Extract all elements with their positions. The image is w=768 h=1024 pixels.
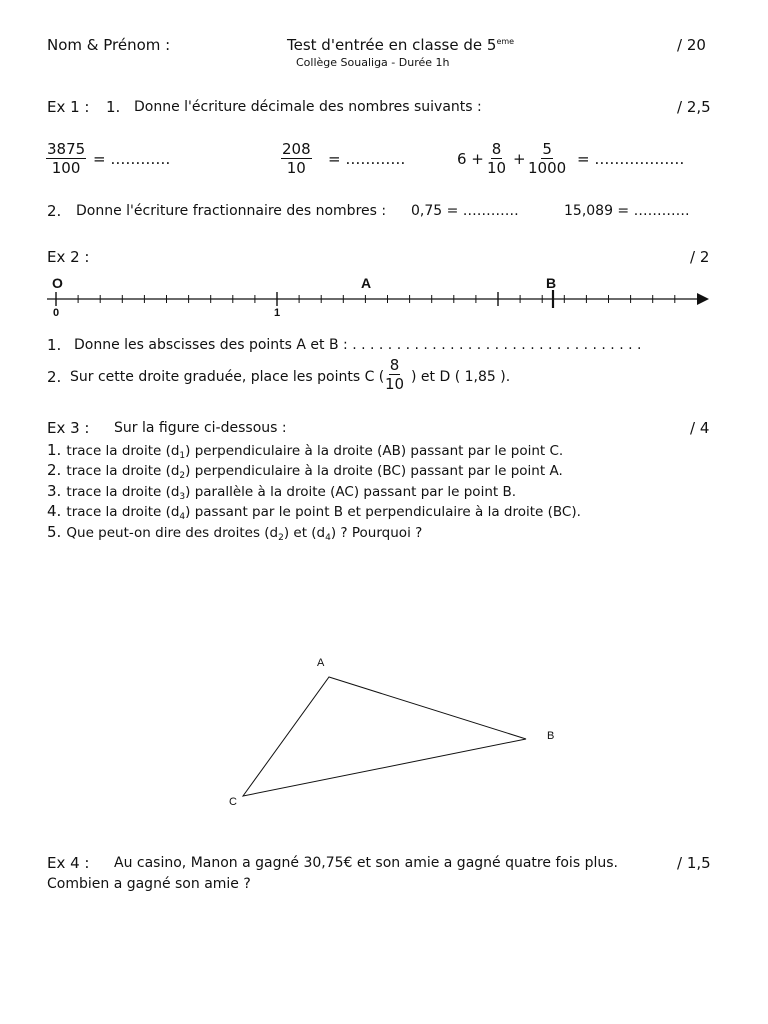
ex2-q2-end: ) et D ( 1,85 ).: [411, 369, 511, 385]
item-number: 5.: [47, 523, 62, 541]
item-sub: 4: [325, 533, 331, 543]
ex2-q2-text: Sur cette droite graduée, place les points C (: [70, 369, 385, 385]
ex3-item: [47, 460, 563, 481]
tick-label-0: 0: [53, 307, 60, 319]
item-number: 2.: [47, 461, 62, 479]
ex1-q1-text: Donne l'écriture décimale des nombres suivants :: [134, 99, 482, 115]
fraction-8-10: [487, 140, 506, 177]
ex1-q2-number: 2.: [47, 202, 62, 220]
fraction-3875-100: [46, 140, 86, 177]
ex1-score: / 2,5: [677, 98, 711, 116]
fraction-numerator: 208: [282, 140, 311, 158]
ex3-item: [47, 481, 516, 502]
point-b-label: B: [546, 275, 557, 291]
item-text: [66, 525, 422, 541]
item-text-a: Que peut-on dire des droites (d: [66, 525, 279, 541]
item-text-a: trace la droite (d: [66, 484, 180, 500]
item-text-b: ) perpendiculaire à la droite (BC) passant par le point A.: [185, 463, 563, 479]
ex4-text: Au casino, Manon a gagné 30,75€ et son amie a gagné quatre fois plus.: [114, 855, 618, 871]
fraction-numerator: 3875: [47, 140, 86, 158]
item-number: 4.: [47, 502, 62, 520]
fraction-denominator: 10: [385, 375, 405, 393]
ex4-label: Ex 4 :: [47, 854, 90, 872]
fraction-denominator: 1000: [528, 159, 567, 177]
ex3-item: [47, 440, 563, 461]
item-text-a: trace la droite (d: [66, 504, 180, 520]
ex4-score: / 1,5: [677, 854, 711, 872]
title-sup: eme: [496, 37, 515, 46]
title-text: Test d'entrée en classe de 5: [287, 36, 497, 54]
item-sub: 4: [179, 512, 186, 522]
fraction-denominator: 10: [487, 159, 507, 177]
item-text-a: trace la droite (d: [66, 443, 180, 459]
ex1-q1-number: 1.: [106, 98, 121, 116]
ex2-q1-text: Donne les abscisses des points A et B : . . . . . . . . . . . . . . . . . . . . . . . . . . . . . . . . .: [74, 337, 642, 353]
item-text-b: ) et (d: [283, 525, 326, 541]
item-sub: 1: [179, 451, 186, 461]
fraction-numerator: 8: [491, 140, 502, 158]
fraction-point-c: [385, 356, 404, 393]
fraction-numerator: 8: [389, 356, 400, 374]
ex1-q2-a: 0,75 = …………: [411, 203, 519, 219]
tick-label-1: 1: [274, 307, 281, 319]
point-a-label: A: [361, 275, 372, 291]
fraction-numerator: 5: [542, 140, 552, 158]
ex3-item: [47, 501, 581, 522]
ex2-score: / 2: [690, 248, 710, 266]
item-sub: 2: [179, 471, 186, 481]
item-text-b: ) parallèle à la droite (AC) passant par le point B.: [185, 484, 517, 500]
fraction-5-1000: [528, 140, 566, 177]
ex3-label: Ex 3 :: [47, 419, 90, 437]
fraction-208-10: [281, 140, 312, 177]
item-number: 1.: [47, 441, 62, 459]
page-title: [287, 36, 514, 54]
triangle-figure: [0, 640, 768, 820]
ex2-q2-number: 2.: [47, 368, 62, 386]
item-sub: 3: [179, 492, 186, 502]
ex3-score: / 4: [690, 419, 710, 437]
item-text-b: ) passant par le point B et perpendiculaire à la droite (BC).: [185, 504, 581, 520]
item-text: [66, 463, 562, 479]
fraction-denominator: 10: [286, 159, 306, 177]
item-text: [66, 484, 516, 500]
ex1-q2-text: Donne l'écriture fractionnaire des nombres :: [76, 203, 387, 219]
ex3-intro: Sur la figure ci-dessous :: [114, 420, 287, 436]
answer-blank-2: = …………: [328, 150, 406, 168]
vertex-c-label: C: [229, 796, 237, 808]
subtitle: Collège Soualiga - Durée 1h: [296, 56, 450, 69]
name-label: Nom & Prénom :: [47, 36, 171, 54]
sum-prefix: 6 +: [457, 150, 484, 168]
item-text: [66, 443, 563, 459]
total-score: / 20: [677, 36, 706, 54]
ex1-label: Ex 1 :: [47, 98, 90, 116]
answer-blank-3: = ………………: [577, 150, 685, 168]
ex2-q1-number: 1.: [47, 336, 62, 354]
triangle-abc: [243, 677, 526, 796]
item-number: 3.: [47, 482, 62, 500]
item-sub: 2: [278, 533, 284, 543]
fraction-denominator: 100: [51, 159, 81, 177]
ex2-label: Ex 2 :: [47, 248, 90, 266]
axis-arrow: [697, 293, 709, 305]
point-o-label: O: [52, 275, 63, 291]
item-text: [66, 504, 580, 520]
answer-blank-1: = …………: [93, 150, 171, 168]
ex1-q2-b: 15,089 = …………: [564, 203, 690, 219]
vertex-b-label: B: [547, 730, 555, 742]
vertex-a-label: A: [317, 657, 325, 669]
number-line: [0, 270, 768, 325]
ex3-item: [47, 522, 422, 543]
plus-sign: +: [513, 150, 526, 168]
ex4-question: Combien a gagné son amie ?: [47, 876, 251, 892]
item-text-b: ) perpendiculaire à la droite (AB) passant par le point C.: [185, 443, 564, 459]
item-text-a: trace la droite (d: [66, 463, 180, 479]
item-text-c: ) ? Pourquoi ?: [330, 525, 423, 541]
